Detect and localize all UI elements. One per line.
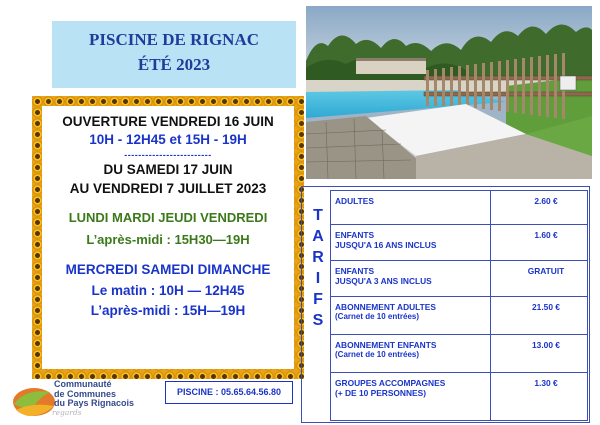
- tarif-price: 21.50 €: [532, 302, 560, 312]
- sunflower-border: [32, 96, 304, 379]
- tarifs-letter: F: [313, 291, 323, 308]
- logo-tagline: regards: [52, 408, 82, 417]
- tarifs-panel: [301, 186, 590, 423]
- tarifs-letter: A: [312, 228, 324, 245]
- tarif-label: ADULTES: [335, 196, 374, 206]
- tarif-price: 1.30 €: [534, 378, 558, 388]
- tarif-label: ABONNEMENT ADULTES: [335, 302, 436, 312]
- tarif-sublabel: JUSQU'A 3 ANS INCLUS: [335, 276, 432, 286]
- table-row: [331, 373, 588, 421]
- page-subtitle: ÉTÉ 2023: [137, 55, 211, 74]
- tarif-sublabel: (+ DE 10 PERSONNES): [335, 388, 426, 398]
- tarif-label: ENFANTS: [335, 230, 375, 240]
- table-row: [331, 261, 588, 297]
- table-row: [331, 335, 588, 373]
- title-banner: [52, 21, 296, 88]
- tarif-label: GROUPES ACCOMPAGNES: [335, 378, 446, 388]
- tarif-sublabel: (Carnet de 10 entrées): [335, 312, 420, 321]
- tarifs-heading: [310, 205, 326, 331]
- weekend-afternoon-hours: L’après-midi : 15H—19H: [90, 303, 246, 318]
- period-start: DU SAMEDI 17 JUIN: [103, 162, 233, 177]
- tarifs-letter: R: [312, 249, 324, 266]
- tarif-sublabel: (Carnet de 10 entrées): [335, 350, 420, 359]
- tarif-price: 1.60 €: [534, 230, 558, 240]
- community-logo: [10, 378, 160, 424]
- weekend-label: MERCREDI SAMEDI DIMANCHE: [65, 262, 271, 277]
- logo-line: de Communes: [54, 388, 117, 399]
- period-end: AU VENDREDI 7 JUILLET 2023: [69, 181, 267, 196]
- opening-hours: 10H - 12H45 et 15H - 19H: [89, 132, 247, 147]
- tarifs-letter: T: [313, 207, 323, 224]
- tarif-sublabel: JUSQU'A 16 ANS INCLUS: [335, 240, 437, 250]
- logo-text: [54, 380, 134, 409]
- schedule-panel: [42, 106, 294, 369]
- table-row: [331, 297, 588, 335]
- table-row: [331, 191, 588, 225]
- logo-line: Communauté: [54, 379, 112, 389]
- tarifs-letter: S: [312, 312, 324, 329]
- tarif-label: ABONNEMENT ENFANTS: [335, 340, 437, 350]
- weekdays-hours: L’après-midi : 15H30—19H: [86, 232, 250, 247]
- opening-date: OUVERTURE VENDREDI 16 JUIN: [62, 114, 274, 129]
- page-title: PISCINE DE RIGNAC: [88, 30, 260, 49]
- pool-photo-illustration: [306, 6, 592, 179]
- tarif-price: GRATUIT: [527, 266, 565, 276]
- tarifs-table: [330, 190, 588, 421]
- logo-mark-icon: [10, 378, 56, 422]
- logo-line: du Pays Rignacois: [54, 398, 135, 408]
- tarif-price: 13.00 €: [532, 340, 560, 350]
- tarif-label: ENFANTS: [335, 266, 375, 276]
- weekdays-label: LUNDI MARDI JEUDI VENDREDI: [68, 210, 268, 225]
- pool-photo: [306, 6, 592, 179]
- separator-line: -------------------------: [124, 150, 212, 160]
- tarif-price: 2.60 €: [534, 196, 558, 206]
- tarifs-letter: I: [315, 270, 321, 287]
- weekend-morning-hours: Le matin : 10H — 12H45: [91, 283, 245, 298]
- phone-number: PISCINE : 05.65.64.56.80: [165, 381, 293, 404]
- table-row: [331, 225, 588, 261]
